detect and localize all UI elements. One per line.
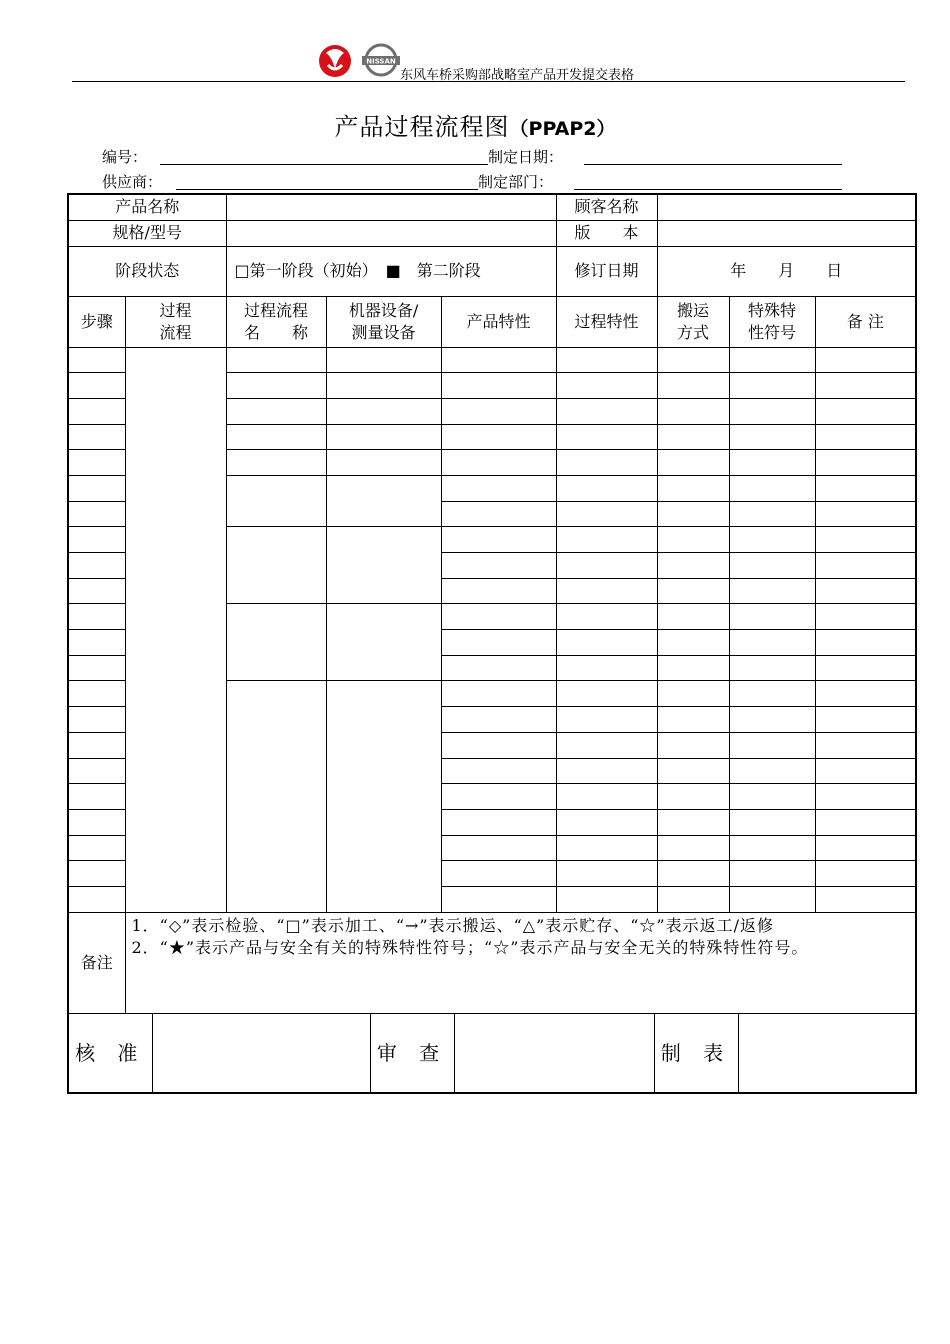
equipment-cell[interactable] bbox=[326, 347, 441, 373]
step-cell[interactable] bbox=[68, 861, 125, 887]
product-char-cell[interactable] bbox=[441, 630, 556, 656]
transport-cell[interactable] bbox=[657, 809, 729, 835]
transport-cell[interactable] bbox=[657, 604, 729, 630]
approve-label: 核 准 bbox=[69, 1014, 152, 1092]
flow-name-cell[interactable] bbox=[226, 347, 326, 373]
transport-cell[interactable] bbox=[657, 527, 729, 553]
special-cell[interactable] bbox=[729, 398, 815, 424]
product-char-cell[interactable] bbox=[441, 835, 556, 861]
product-char-cell[interactable] bbox=[441, 578, 556, 604]
step-cell[interactable] bbox=[68, 578, 125, 604]
remarks-cell[interactable] bbox=[815, 604, 916, 630]
remarks-cell[interactable] bbox=[815, 398, 916, 424]
transport-cell[interactable] bbox=[657, 347, 729, 373]
review-field[interactable] bbox=[454, 1014, 654, 1092]
version-value[interactable] bbox=[657, 220, 916, 246]
process-char-cell[interactable] bbox=[556, 604, 657, 630]
nissan-logo-icon bbox=[362, 45, 400, 75]
col-transport: 搬运 方式 bbox=[657, 296, 729, 347]
transport-cell[interactable] bbox=[657, 475, 729, 501]
flow-name-cell[interactable] bbox=[226, 373, 326, 399]
flow-name-cell[interactable] bbox=[226, 450, 326, 476]
product-char-cell[interactable] bbox=[441, 604, 556, 630]
step-cell[interactable] bbox=[68, 604, 125, 630]
product-char-cell[interactable] bbox=[441, 553, 556, 579]
special-cell[interactable] bbox=[729, 835, 815, 861]
svg-text:NISSAN: NISSAN bbox=[366, 57, 396, 66]
notes-text bbox=[125, 912, 916, 1013]
remarks-cell[interactable] bbox=[815, 501, 916, 527]
remarks-cell[interactable] bbox=[815, 630, 916, 656]
transport-cell[interactable] bbox=[657, 553, 729, 579]
supplier-field[interactable] bbox=[176, 189, 478, 190]
product-char-cell[interactable] bbox=[441, 732, 556, 758]
special-cell[interactable] bbox=[729, 450, 815, 476]
special-cell[interactable] bbox=[729, 630, 815, 656]
special-cell[interactable] bbox=[729, 578, 815, 604]
flow-cell[interactable] bbox=[125, 347, 226, 912]
col-process-char: 过程特性 bbox=[556, 296, 657, 347]
step-cell[interactable] bbox=[68, 809, 125, 835]
product-char-cell[interactable] bbox=[441, 784, 556, 810]
special-cell[interactable] bbox=[729, 758, 815, 784]
process-char-cell[interactable] bbox=[556, 758, 657, 784]
process-char-cell[interactable] bbox=[556, 655, 657, 681]
step-cell[interactable] bbox=[68, 681, 125, 707]
notes-label: 备注 bbox=[68, 912, 125, 1013]
step-cell[interactable] bbox=[68, 553, 125, 579]
special-cell[interactable] bbox=[729, 655, 815, 681]
title-code: （PPAP2） bbox=[509, 118, 616, 140]
product-name-label: 产品名称 bbox=[68, 194, 226, 220]
process-char-cell[interactable] bbox=[556, 475, 657, 501]
notes-line-1: 1．“◇”表示检验、“□”表示加工、“→”表示搬运、“△”表示贮存、“☆”表示返工/返修 bbox=[131, 915, 775, 935]
dept-label: 制定部门： bbox=[478, 173, 554, 191]
transport-cell[interactable] bbox=[657, 424, 729, 450]
equipment-cell[interactable] bbox=[326, 373, 441, 399]
customer-name-value[interactable] bbox=[657, 194, 916, 220]
special-cell[interactable] bbox=[729, 424, 815, 450]
review-label: 审 查 bbox=[370, 1014, 454, 1092]
process-char-cell[interactable] bbox=[556, 424, 657, 450]
dongfeng-logo-icon bbox=[319, 45, 351, 77]
col-remarks: 备 注 bbox=[815, 296, 916, 347]
remarks-cell[interactable] bbox=[815, 655, 916, 681]
col-product-char: 产品特性 bbox=[441, 296, 556, 347]
prepare-field[interactable] bbox=[738, 1014, 915, 1092]
transport-cell[interactable] bbox=[657, 707, 729, 733]
equipment-cell[interactable] bbox=[326, 681, 441, 912]
col-step: 步骤 bbox=[68, 296, 125, 347]
process-char-cell[interactable] bbox=[556, 578, 657, 604]
transport-cell[interactable] bbox=[657, 501, 729, 527]
remarks-cell[interactable] bbox=[815, 450, 916, 476]
date-label: 制定日期： bbox=[488, 148, 564, 166]
special-cell[interactable] bbox=[729, 373, 815, 399]
process-char-cell[interactable] bbox=[556, 347, 657, 373]
remarks-cell[interactable] bbox=[815, 553, 916, 579]
flow-name-cell[interactable] bbox=[226, 398, 326, 424]
product-char-cell[interactable] bbox=[441, 501, 556, 527]
product-char-cell[interactable] bbox=[441, 398, 556, 424]
step-cell[interactable] bbox=[68, 398, 125, 424]
remarks-cell[interactable] bbox=[815, 373, 916, 399]
dept-field[interactable] bbox=[574, 189, 842, 190]
special-cell[interactable] bbox=[729, 732, 815, 758]
special-cell[interactable] bbox=[729, 886, 815, 912]
process-char-cell[interactable] bbox=[556, 707, 657, 733]
step-cell[interactable] bbox=[68, 527, 125, 553]
spec-label: 规格/型号 bbox=[68, 220, 226, 246]
special-cell[interactable] bbox=[729, 784, 815, 810]
process-char-cell[interactable] bbox=[556, 681, 657, 707]
process-char-cell[interactable] bbox=[556, 527, 657, 553]
header-rule bbox=[72, 81, 905, 82]
transport-cell[interactable] bbox=[657, 886, 729, 912]
approve-field[interactable] bbox=[152, 1014, 370, 1092]
transport-cell[interactable] bbox=[657, 861, 729, 887]
step-cell[interactable] bbox=[68, 732, 125, 758]
remarks-cell[interactable] bbox=[815, 527, 916, 553]
transport-cell[interactable] bbox=[657, 578, 729, 604]
stage-value: □第一阶段（初始） ■ 第二阶段 bbox=[226, 246, 556, 296]
transport-cell[interactable] bbox=[657, 373, 729, 399]
step-cell[interactable] bbox=[68, 758, 125, 784]
remarks-cell[interactable] bbox=[815, 861, 916, 887]
col-flow-name: 过程流程 名 称 bbox=[226, 296, 326, 347]
col-equipment: 机器设备/ 测量设备 bbox=[326, 296, 441, 347]
version-label: 版 本 bbox=[556, 220, 657, 246]
process-flow-table bbox=[67, 193, 917, 1094]
flow-name-cell[interactable] bbox=[226, 527, 326, 604]
step-cell[interactable] bbox=[68, 347, 125, 373]
product-char-cell[interactable] bbox=[441, 527, 556, 553]
special-cell[interactable] bbox=[729, 527, 815, 553]
prepare-label: 制 表 bbox=[654, 1014, 738, 1092]
transport-cell[interactable] bbox=[657, 835, 729, 861]
process-char-cell[interactable] bbox=[556, 886, 657, 912]
transport-cell[interactable] bbox=[657, 784, 729, 810]
col-special: 特殊特 性符号 bbox=[729, 296, 815, 347]
process-char-cell[interactable] bbox=[556, 398, 657, 424]
remarks-cell[interactable] bbox=[815, 424, 916, 450]
equipment-cell[interactable] bbox=[326, 604, 441, 681]
notes-line-2: 2．“★”表示产品与安全有关的特殊特性符号；“☆”表示产品与安全无关的特殊特性符号。 bbox=[131, 937, 809, 957]
remarks-cell[interactable] bbox=[815, 681, 916, 707]
product-char-cell[interactable] bbox=[441, 424, 556, 450]
product-char-cell[interactable] bbox=[441, 886, 556, 912]
special-cell[interactable] bbox=[729, 604, 815, 630]
transport-cell[interactable] bbox=[657, 450, 729, 476]
equipment-cell[interactable] bbox=[326, 475, 441, 526]
header-company-text: 东风车桥采购部战略室产品开发提交表格 bbox=[400, 68, 635, 83]
transport-cell[interactable] bbox=[657, 630, 729, 656]
remarks-cell[interactable] bbox=[815, 707, 916, 733]
customer-name-label: 顾客名称 bbox=[556, 194, 657, 220]
flow-name-cell[interactable] bbox=[226, 681, 326, 912]
step-cell[interactable] bbox=[68, 630, 125, 656]
transport-cell[interactable] bbox=[657, 655, 729, 681]
date-field[interactable] bbox=[584, 164, 842, 165]
process-char-cell[interactable] bbox=[556, 450, 657, 476]
special-cell[interactable] bbox=[729, 553, 815, 579]
product-char-cell[interactable] bbox=[441, 450, 556, 476]
table-row bbox=[68, 347, 916, 373]
transport-cell[interactable] bbox=[657, 681, 729, 707]
supplier-label: 供应商： bbox=[102, 173, 163, 191]
step-cell[interactable] bbox=[68, 373, 125, 399]
process-char-cell[interactable] bbox=[556, 630, 657, 656]
special-cell[interactable] bbox=[729, 681, 815, 707]
equipment-cell[interactable] bbox=[326, 398, 441, 424]
page-title bbox=[0, 107, 950, 142]
step-cell[interactable] bbox=[68, 886, 125, 912]
remarks-cell[interactable] bbox=[815, 886, 916, 912]
equipment-cell[interactable] bbox=[326, 424, 441, 450]
product-char-cell[interactable] bbox=[441, 475, 556, 501]
step-cell[interactable] bbox=[68, 424, 125, 450]
process-char-cell[interactable] bbox=[556, 732, 657, 758]
remarks-cell[interactable] bbox=[815, 835, 916, 861]
equipment-cell[interactable] bbox=[326, 450, 441, 476]
step-cell[interactable] bbox=[68, 475, 125, 501]
transport-cell[interactable] bbox=[657, 398, 729, 424]
remarks-cell[interactable] bbox=[815, 732, 916, 758]
product-char-cell[interactable] bbox=[441, 861, 556, 887]
product-char-cell[interactable] bbox=[441, 681, 556, 707]
special-cell[interactable] bbox=[729, 475, 815, 501]
title-main: 产品过程流程图 bbox=[334, 113, 510, 141]
revision-value: 年 月 日 bbox=[657, 246, 916, 296]
flow-name-cell[interactable] bbox=[226, 475, 326, 526]
remarks-cell[interactable] bbox=[815, 758, 916, 784]
equipment-cell[interactable] bbox=[326, 527, 441, 604]
process-char-cell[interactable] bbox=[556, 501, 657, 527]
step-cell[interactable] bbox=[68, 501, 125, 527]
spec-value[interactable] bbox=[226, 220, 556, 246]
process-char-cell[interactable] bbox=[556, 861, 657, 887]
process-char-cell[interactable] bbox=[556, 553, 657, 579]
product-char-cell[interactable] bbox=[441, 758, 556, 784]
product-char-cell[interactable] bbox=[441, 373, 556, 399]
flow-name-cell[interactable] bbox=[226, 604, 326, 681]
remarks-cell[interactable] bbox=[815, 347, 916, 373]
remarks-cell[interactable] bbox=[815, 809, 916, 835]
product-char-cell[interactable] bbox=[441, 707, 556, 733]
step-cell[interactable] bbox=[68, 784, 125, 810]
special-cell[interactable] bbox=[729, 809, 815, 835]
remarks-cell[interactable] bbox=[815, 475, 916, 501]
special-cell[interactable] bbox=[729, 707, 815, 733]
product-char-cell[interactable] bbox=[441, 809, 556, 835]
process-char-cell[interactable] bbox=[556, 835, 657, 861]
product-char-cell[interactable] bbox=[441, 347, 556, 373]
process-char-cell[interactable] bbox=[556, 373, 657, 399]
special-cell[interactable] bbox=[729, 347, 815, 373]
number-label: 编号： bbox=[102, 148, 148, 166]
flow-name-cell[interactable] bbox=[226, 424, 326, 450]
col-flow: 过程 流程 bbox=[125, 296, 226, 347]
stage-label: 阶段状态 bbox=[68, 246, 226, 296]
revision-label: 修订日期 bbox=[556, 246, 657, 296]
remarks-cell[interactable] bbox=[815, 784, 916, 810]
product-char-cell[interactable] bbox=[441, 655, 556, 681]
product-name-value[interactable] bbox=[226, 194, 556, 220]
step-cell[interactable] bbox=[68, 835, 125, 861]
step-cell[interactable] bbox=[68, 450, 125, 476]
process-char-cell[interactable] bbox=[556, 809, 657, 835]
special-cell[interactable] bbox=[729, 501, 815, 527]
transport-cell[interactable] bbox=[657, 732, 729, 758]
process-char-cell[interactable] bbox=[556, 784, 657, 810]
transport-cell[interactable] bbox=[657, 758, 729, 784]
special-cell[interactable] bbox=[729, 861, 815, 887]
step-cell[interactable] bbox=[68, 707, 125, 733]
remarks-cell[interactable] bbox=[815, 578, 916, 604]
number-field[interactable] bbox=[160, 164, 488, 165]
table-body bbox=[68, 347, 916, 912]
step-cell[interactable] bbox=[68, 655, 125, 681]
